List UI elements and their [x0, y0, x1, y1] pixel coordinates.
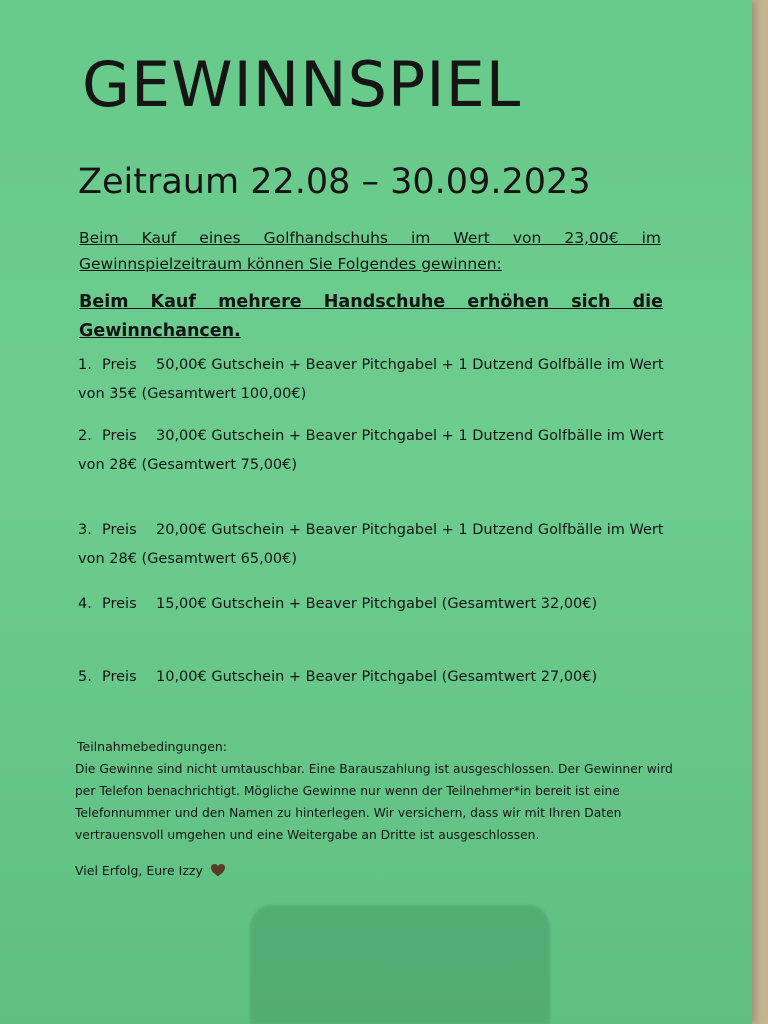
prize-number: 4. [78, 596, 92, 612]
prize-description: 10,00€ Gutschein + Beaver Pitchgabel (Gesamtwert 27,00€) [156, 669, 598, 685]
prize-item-4 [78, 590, 668, 619]
prize-item-3 [78, 516, 668, 574]
prize-item-1 [78, 351, 668, 409]
chance-note: Beim Kauf mehrere Handschuhe erhöhen sich die Gewinnchancen. [79, 292, 663, 341]
prize-label: Preis [102, 357, 137, 373]
conditions-title: Teilnahmebedingungen: [77, 739, 228, 754]
conditions-text: Die Gewinne sind nicht umtauschbar. Eine Barauszahlung ist ausgeschlossen. Der Gewinner wird per Telefon benachrichtigt. Mögliche Gewinne nur wenn der Teilnehmer*in bereit ist eine Telefonnummer und den Namen zu hinterlegen. Wir versichern, dass wir mit Ihren Daten vertrauensvoll umgehen und eine Weitergabe an Dritte ist ausgeschlossen. [75, 762, 673, 842]
prize-item-2 [78, 422, 668, 480]
prize-description: 50,00€ Gutschein + Beaver Pitchgabel + 1 Dutzend Golfbälle im Wert von 35€ (Gesamtwert 100,00€) [78, 357, 664, 402]
prize-description: 20,00€ Gutschein + Beaver Pitchgabel + 1 Dutzend Golfbälle im Wert von 28€ (Gesamtwert 65,00€) [78, 522, 664, 567]
poster-title: GEWINNSPIEL [82, 48, 522, 121]
prize-label: Preis [102, 428, 137, 444]
signoff-text: Viel Erfolg, Eure Izzy [75, 863, 203, 878]
prize-item-5 [78, 663, 668, 692]
intro-text: Beim Kauf eines Golfhandschuhs im Wert von 23,00€ im Gewinnspielzeitraum können Sie Folgendes gewinnen: [79, 229, 661, 273]
heart-icon [210, 862, 226, 884]
prize-number: 5. [78, 669, 92, 685]
prize-number: 1. [78, 357, 92, 373]
prize-description: 30,00€ Gutschein + Beaver Pitchgabel + 1 Dutzend Golfbälle im Wert von 28€ (Gesamtwert 75,00€) [78, 428, 664, 473]
prize-label: Preis [102, 669, 137, 685]
prize-description: 15,00€ Gutschein + Beaver Pitchgabel (Gesamtwert 32,00€) [156, 596, 598, 612]
prize-number: 2. [78, 428, 92, 444]
prize-label: Preis [102, 596, 137, 612]
prize-label: Preis [102, 522, 137, 538]
prize-number: 3. [78, 522, 92, 538]
signoff-line [75, 860, 375, 884]
period-heading: Zeitraum 22.08 – 30.09.2023 [78, 162, 591, 202]
shadow-area [250, 905, 550, 1024]
